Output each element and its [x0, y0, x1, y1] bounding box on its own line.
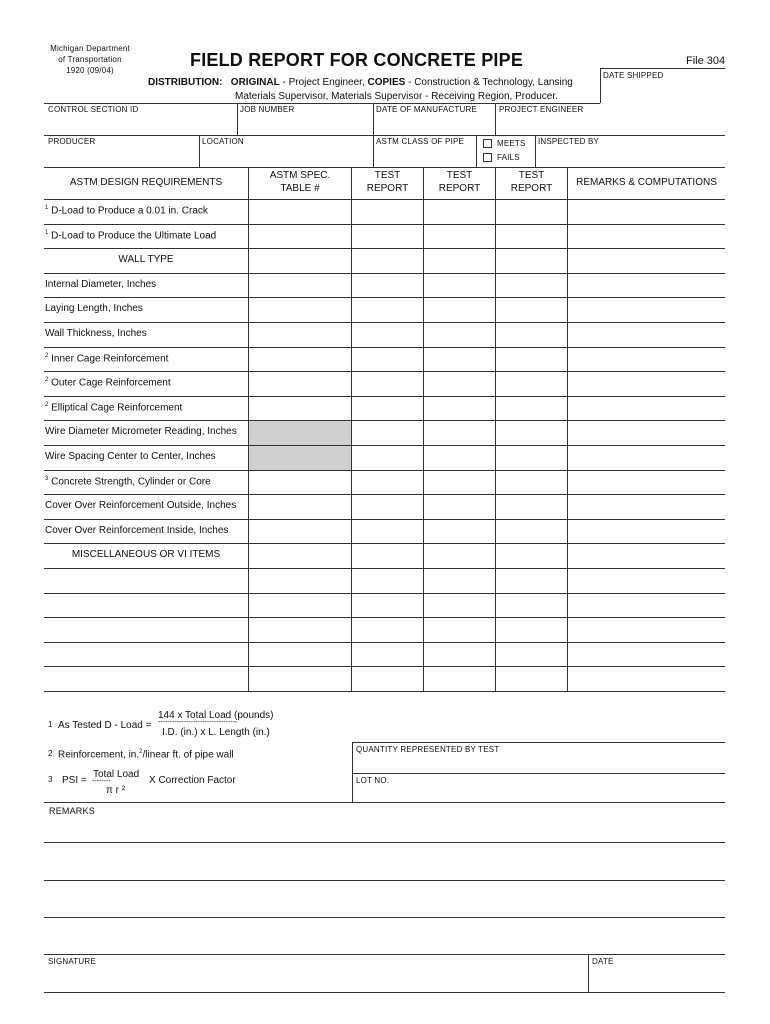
header-test-2-line-2: REPORT [438, 183, 481, 194]
table-cell-input[interactable] [249, 643, 350, 666]
header-spec-line-1: ASTM SPEC. [269, 170, 331, 181]
table-row [44, 593, 725, 618]
signature-field[interactable] [45, 966, 587, 991]
table-cell-input[interactable] [352, 471, 422, 494]
table-row [44, 322, 725, 347]
table-cell-input[interactable] [496, 298, 566, 321]
table-cell-input[interactable] [249, 495, 350, 518]
row-label [45, 328, 147, 339]
footnote-1-divider: ---------------------------------- [158, 719, 238, 726]
table-cell-input[interactable] [496, 249, 566, 272]
job-number-field[interactable] [238, 114, 373, 134]
table-cell-input[interactable] [424, 569, 494, 592]
header-test-1-line-1: TEST [374, 170, 401, 181]
table-cell-input[interactable] [568, 544, 724, 567]
table-cell-input[interactable] [352, 544, 422, 567]
table-cell-input[interactable] [249, 323, 350, 346]
table-cell-input[interactable] [249, 594, 350, 617]
table-row [44, 543, 725, 568]
table-cell-input[interactable] [424, 667, 494, 690]
table-cell-input[interactable] [424, 544, 494, 567]
table-cell-input[interactable] [424, 421, 494, 444]
table-cell-input[interactable] [568, 446, 724, 469]
row-label [45, 303, 143, 314]
row-label [45, 451, 216, 462]
table-cell-input[interactable] [568, 200, 724, 223]
table-cell-input[interactable] [249, 225, 350, 248]
footnote-1-denominator: I.D. (in.) x L. Length (in.) [162, 727, 270, 738]
table-cell-input[interactable] [568, 348, 724, 371]
table-cell-input[interactable] [496, 200, 566, 223]
table-cell-input[interactable] [424, 397, 494, 420]
original-text: - Project Engineer, [279, 77, 368, 88]
row-label [45, 525, 228, 536]
table-row [44, 642, 725, 667]
row-label [44, 549, 248, 560]
table-cell-input[interactable] [352, 372, 422, 395]
table-cell-input[interactable] [352, 594, 422, 617]
table-cell-input[interactable] [568, 421, 724, 444]
row-label-text: MISCELLANEOUS OR VI ITEMS [71, 549, 221, 561]
footnote-3-divider: -------- [92, 778, 111, 785]
table-cell-input[interactable] [424, 520, 494, 543]
form-number: 1920 (09/04) [66, 66, 114, 75]
table-cell-input[interactable] [424, 594, 494, 617]
table-row [44, 347, 725, 372]
form-title: FIELD REPORT FOR CONCRETE PIPE [190, 50, 524, 70]
row-label-text: Elliptical Cage Reinforcement [51, 402, 183, 414]
table-cell-input[interactable] [496, 544, 566, 567]
table-row [44, 470, 725, 495]
table-cell-input[interactable] [424, 372, 494, 395]
table-cell-input[interactable] [496, 471, 566, 494]
row-label-text: Inner Cage Reinforcement [51, 352, 169, 364]
table-cell-input[interactable] [424, 298, 494, 321]
table-cell-input[interactable] [496, 397, 566, 420]
row-label [45, 230, 216, 241]
quantity-field[interactable] [353, 755, 725, 773]
copies-text: - Construction & Technology, Lansing [405, 77, 573, 88]
table-cell-input[interactable] [352, 618, 422, 641]
footnote-2-text [58, 749, 234, 760]
table-cell-input[interactable] [352, 200, 422, 223]
table-cell-input[interactable] [496, 323, 566, 346]
date-shipped-field[interactable] [601, 80, 725, 102]
table-cell-input[interactable] [568, 471, 724, 494]
table-cell-input[interactable] [496, 348, 566, 371]
row-label-text: Wire Diameter Micrometer Reading, Inches [45, 426, 237, 438]
header-test-1 [352, 169, 423, 195]
table-cell-input[interactable] [352, 446, 422, 469]
table-cell-input[interactable] [424, 618, 494, 641]
agency-block [40, 43, 140, 76]
table-row [44, 297, 725, 322]
row-label [45, 476, 211, 487]
table-cell-input[interactable] [568, 225, 724, 248]
table-cell-input[interactable] [496, 274, 566, 297]
row-label-text: Outer Cage Reinforcement [51, 377, 171, 389]
footnote-3-tail: X Correction Factor [149, 775, 236, 786]
table-row [44, 445, 725, 470]
quantity-label: QUANTITY REPRESENTED BY TEST [356, 745, 500, 754]
table-cell-input[interactable] [352, 323, 422, 346]
table-cell-input[interactable] [352, 667, 422, 690]
header-test-3-line-1: TEST [518, 170, 545, 181]
table-cell-input[interactable] [249, 544, 350, 567]
footnote-3-numerator: Total Load [93, 769, 140, 780]
remarks-label: REMARKS [49, 806, 95, 816]
row-footnote-marker: 2 [45, 352, 49, 359]
inspected-by-label: INSPECTED BY [538, 137, 600, 146]
header-remarks: REMARKS & COMPUTATIONS [576, 177, 717, 188]
footnote-1-numerator: 144 x Total Load (pounds) [158, 710, 274, 721]
table-cell-input[interactable] [496, 594, 566, 617]
footnotes [44, 708, 364, 803]
table-cell-input[interactable] [568, 643, 724, 666]
location-label: LOCATION [202, 137, 244, 146]
header-spec-line-2: TABLE # [280, 183, 320, 194]
table-cell-input[interactable] [249, 471, 350, 494]
table-cell-input[interactable] [249, 249, 350, 272]
table-cell-input[interactable] [352, 348, 422, 371]
table-row [44, 224, 725, 249]
row-label-text: Internal Diameter, Inches [45, 278, 157, 290]
original-label: ORIGINAL [230, 77, 280, 88]
remarks-field[interactable] [44, 818, 725, 950]
date-of-manufacture-field[interactable] [374, 114, 495, 134]
table-cell-input[interactable] [568, 372, 724, 395]
row-label [45, 500, 236, 511]
table-cell-input[interactable] [496, 446, 566, 469]
agency-line-2: of Transportation [58, 55, 122, 64]
table-cell-input[interactable] [249, 274, 350, 297]
control-section-label: CONTROL SECTION ID [48, 105, 139, 114]
table-cell-input[interactable] [352, 274, 422, 297]
row-label [45, 205, 208, 216]
table-row [44, 396, 725, 421]
control-section-field[interactable] [45, 114, 237, 134]
row-label-text: WALL TYPE [118, 254, 174, 266]
table-cell-input[interactable] [496, 520, 566, 543]
table-cell-input[interactable] [424, 225, 494, 248]
footnote-2-text-b: /linear ft. of pipe wall [142, 749, 234, 761]
lot-number-field[interactable] [353, 785, 725, 802]
table-cell-input[interactable] [568, 618, 724, 641]
table-row [44, 248, 725, 273]
table-cell-input[interactable] [249, 372, 350, 395]
table-cell-input[interactable] [249, 618, 350, 641]
table-cell-input[interactable] [496, 372, 566, 395]
project-engineer-label: PROJECT ENGINEER [499, 105, 584, 114]
row-label-text: Concrete Strength, Cylinder or Core [51, 475, 211, 487]
table-cell-input[interactable] [249, 397, 350, 420]
date-label: DATE [592, 957, 614, 966]
copies-label: COPIES [367, 77, 406, 88]
footnote-1-number: 1 [48, 720, 53, 729]
location-field[interactable] [200, 146, 373, 166]
table-cell-input[interactable] [424, 274, 494, 297]
table-cell-input[interactable] [249, 298, 350, 321]
table-cell-input[interactable] [568, 520, 724, 543]
row-label [45, 353, 168, 364]
row-footnote-marker: 1 [45, 205, 49, 211]
table-cell-input[interactable] [568, 495, 724, 518]
footnote-3-label: PSI = [62, 775, 87, 786]
table-cell-input[interactable] [568, 397, 724, 420]
table-cell-input[interactable] [249, 520, 350, 543]
table-cell-input[interactable] [568, 667, 724, 690]
producer-label: PRODUCER [48, 137, 96, 146]
table-cell-input[interactable] [424, 323, 494, 346]
footnote-3-number: 3 [48, 775, 53, 784]
table-cell-input[interactable] [496, 421, 566, 444]
table-cell-input[interactable] [424, 495, 494, 518]
table-row [44, 199, 725, 224]
row-label [45, 279, 156, 290]
distribution-line-1 [148, 77, 573, 88]
table-cell-input[interactable] [352, 298, 422, 321]
row-footnote-marker: 2 [45, 401, 49, 408]
agency-line-1: Michigan Department [50, 44, 130, 53]
row-label [45, 402, 182, 413]
header-test-1-line-2: REPORT [366, 183, 409, 194]
header-test-2 [424, 169, 495, 195]
table-cell-input[interactable] [568, 594, 724, 617]
distribution-line-2: Materials Supervisor, Materials Supervisor - Receiving Region, Producer. [235, 91, 558, 102]
producer-field[interactable] [45, 146, 199, 166]
header-test-3 [496, 169, 567, 195]
table-cell-input[interactable] [352, 249, 422, 272]
header-test-3-line-2: REPORT [510, 183, 553, 194]
table-cell-input[interactable] [568, 298, 724, 321]
job-number-label: JOB NUMBER [240, 105, 295, 114]
table-row [44, 666, 725, 691]
row-footnote-marker: 3 [45, 475, 49, 482]
header-test-2-line-1: TEST [446, 170, 473, 181]
table-cell-input[interactable] [352, 225, 422, 248]
table-cell-input[interactable] [568, 569, 724, 592]
date-of-manufacture-label: DATE OF MANUFACTURE [376, 105, 477, 114]
table-row [44, 420, 725, 445]
table-cell-input[interactable] [249, 200, 350, 223]
footnote-2-number: 2 [48, 749, 53, 758]
table-row [44, 617, 725, 642]
inspected-by-field[interactable] [536, 146, 725, 166]
footnote-2-text-a: Reinforcement, in. [58, 749, 140, 761]
header-spec [249, 169, 351, 195]
table-cell-input[interactable] [352, 520, 422, 543]
row-label-text: D-Load to Produce a 0.01 in. Crack [51, 205, 208, 217]
footnote-1-label: As Tested D - Load = [58, 720, 152, 731]
table-row [44, 273, 725, 298]
signature-label: SIGNATURE [48, 957, 96, 966]
table-cell-input[interactable] [496, 495, 566, 518]
lot-number-label: LOT NO. [356, 776, 390, 785]
table-cell-input[interactable] [352, 569, 422, 592]
table-cell-input[interactable] [496, 643, 566, 666]
astm-class-label: ASTM CLASS OF PIPE [376, 137, 465, 146]
table-cell-input[interactable] [568, 274, 724, 297]
row-label-text: Wire Spacing Center to Center, Inches [45, 451, 216, 462]
table-cell-input[interactable] [424, 200, 494, 223]
header-requirements: ASTM DESIGN REQUIREMENTS [69, 177, 223, 188]
row-label [44, 254, 248, 265]
table-cell-input[interactable] [352, 643, 422, 666]
table-cell-input[interactable] [496, 618, 566, 641]
meets-label: MEETS [497, 139, 526, 148]
row-label-text: Cover Over Reinforcement Inside, Inches [45, 524, 229, 536]
row-label [45, 377, 171, 388]
row-label-text: Cover Over Reinforcement Outside, Inches [45, 500, 237, 512]
table-cell-input[interactable] [496, 667, 566, 690]
meets-checkbox[interactable] [483, 139, 492, 148]
row-label-text: D-Load to Produce the Ultimate Load [51, 229, 217, 241]
table-cell-input[interactable] [424, 471, 494, 494]
table-row [44, 371, 725, 396]
table-row [44, 519, 725, 544]
footnote-3-denominator: π r ² [106, 785, 126, 796]
table-cell-input[interactable] [424, 446, 494, 469]
table-row [44, 568, 725, 593]
table-cell-input[interactable] [568, 323, 724, 346]
table-cell-input[interactable] [424, 348, 494, 371]
project-engineer-field[interactable] [496, 114, 725, 134]
table-cell-input[interactable] [424, 249, 494, 272]
astm-class-field[interactable] [374, 146, 474, 166]
table-cell-input[interactable] [568, 249, 724, 272]
row-footnote-marker: 1 [45, 229, 49, 236]
table-cell-input[interactable] [352, 495, 422, 518]
date-shipped-label: DATE SHIPPED [603, 71, 664, 80]
date-field[interactable] [589, 966, 725, 991]
fails-checkbox[interactable] [483, 153, 492, 162]
table-cell-input[interactable] [249, 667, 350, 690]
footnote-2-sup: 2 [139, 749, 143, 755]
table-cell-input[interactable] [249, 348, 350, 371]
table-cell-input[interactable] [352, 397, 422, 420]
table-cell-input[interactable] [249, 569, 350, 592]
row-footnote-marker: 2 [45, 377, 49, 384]
table-cell-input[interactable] [496, 225, 566, 248]
fails-label: FAILS [497, 153, 520, 162]
table-cell-input[interactable] [424, 643, 494, 666]
table-row [44, 494, 725, 519]
distribution-label: DISTRIBUTION: [148, 77, 223, 88]
table-cell-input[interactable] [496, 569, 566, 592]
row-label-text: Laying Length, Inches [45, 303, 143, 315]
file-number: File 304 [686, 55, 726, 67]
row-label [45, 426, 237, 437]
table-cell-input[interactable] [352, 421, 422, 444]
row-label-text: Wall Thickness, Inches [45, 328, 147, 339]
